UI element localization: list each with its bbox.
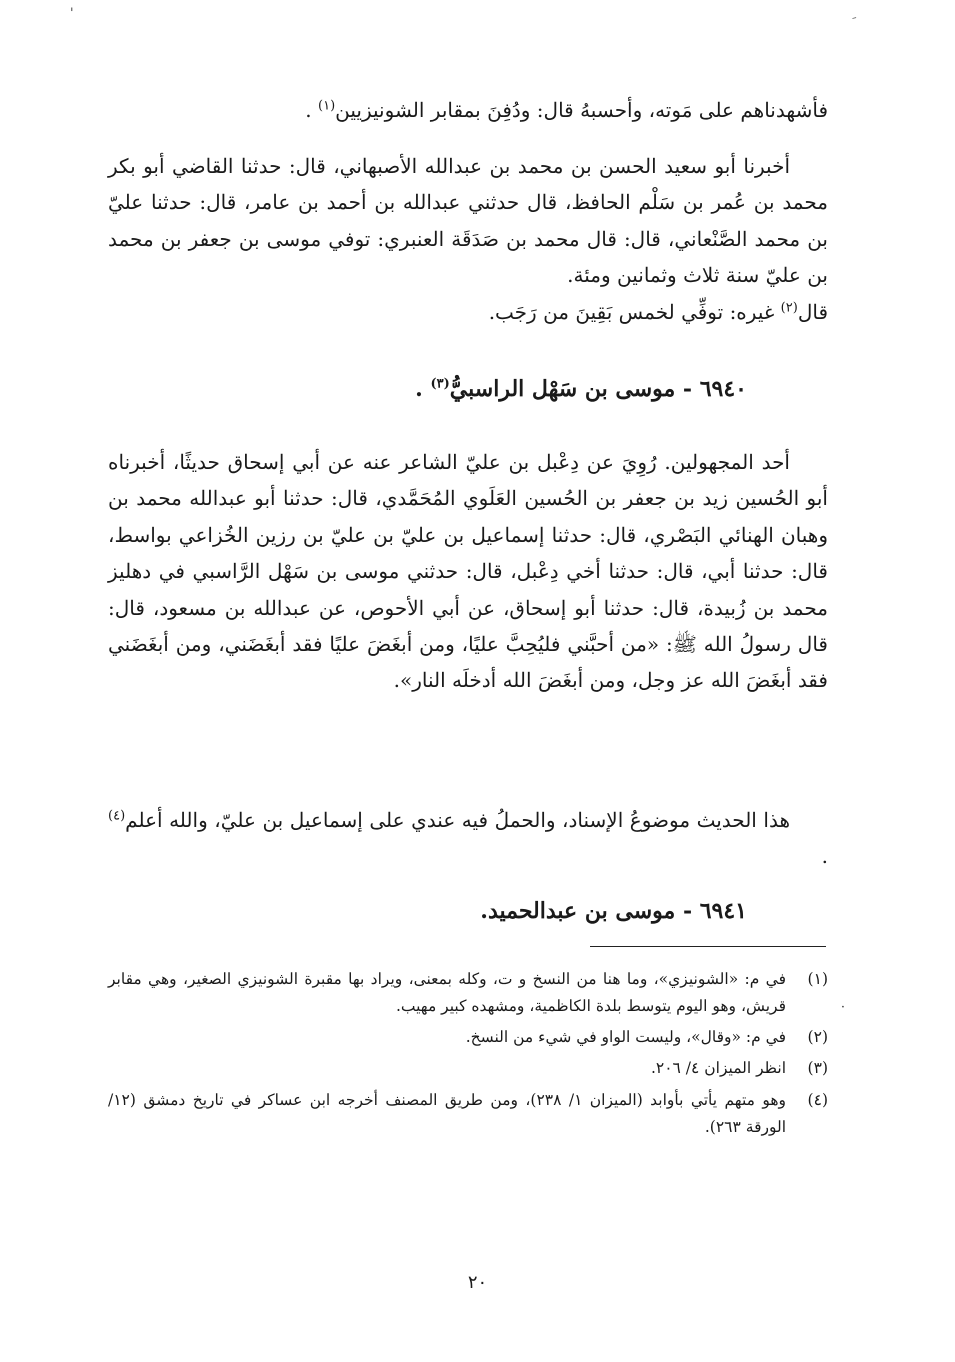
footnote-ref-3: (٣) (430, 376, 450, 392)
footnote-text: في م: «الشونيزي»، وما هنا من النسخ و ت، وكله بمعنى، ويراد بها مقبرة الشونيزي الصغير، وهي مقابر قريش، وهو اليوم يتوسط بلدة الكاظمية، ومشهده كبير مهيب. (108, 970, 786, 1016)
paragraph-death-report (108, 148, 828, 330)
footnote-ref-4: (٤) (108, 808, 126, 824)
entry-6940-narration: أحد المجهولين. رُوِيَ عن دِعْبل بن عليّ الشاعر عنه عن أبي إسحاق حديثًا، أخبرناه أبو الحُسين زيد بن جعفر بن الحُسين العَلَوي المُحَمَّدي، قال: حدثنا أبو عبدالله محمد بن وهبان الهنائي البَصْري، قال: حدثنا إسماعيل بن عليّ بن عليّ بن رزين الخُزاعي بواسط، قال: حدثنا أبي، قال: حدثنا أخي دِعْبل، قال: حدثني موسى بن سَهْل الرَّاسبي في دهليز محمد بن زُبيدة، قال: حدثنا أبو إسحاق، عن أبي الأحوص، عن عبدالله بن مسعود، قال: قال رسولُ الله ﷺ: «من أحبَّني فليُحِبَّ عليًا، ومن أبغَضَ عليًا فقد أبغَضَني، ومن أبغَضَني فقد أبغَضَ الله عز وجل، ومن أبغَضَ الله أدخلَه النار». (108, 450, 828, 693)
paragraph-death-report-text: أخبرنا أبو سعيد الحسن بن محمد بن عبدالله الأصبهاني، قال: حدثنا القاضي أبو بكر محمد بن عُمر بن سَلْم الحافظ، قال حدثني عبدالله بن أحمد بن عامر، قال: حدثنا عليّ بن محمد الصَّنْعاني، قال: قال محمد بن صَدَقَة العنبري: توفي موسى بن جعفر بن محمد بن عليّ سنة ثلاث وثمانين ومئة. (108, 154, 828, 288)
footnote-text: وهو متهم يأتي بأوابد (الميزان ١/ ٢٣٨)، ومن طريق المصنف أخرجه ابن عساكر في تاريخ دمشق (١٢/ الورقة ٢٦٣). (108, 1090, 786, 1136)
judgement-text: هذا الحديث موضوعُ الإسناد، والحملُ فيه عندي على إسماعيل بن عليّ، والله أعلم (125, 808, 790, 832)
entry-title: ٦٩٤٠ - موسى بن سَهْل الراسبيُّ (449, 376, 747, 402)
footnotes (108, 966, 828, 1145)
continuation-text: فأشهدناهم على مَوته، وأحسبهُ قال: ودُفِنَ بمقابر الشونيزيين (335, 98, 828, 122)
footnote-separator (590, 946, 826, 947)
footnote-text: في م: «وقال»، وليست الواو في شيء من النسخ. (465, 1028, 786, 1047)
qal-word: قال (797, 299, 828, 324)
page-number: ٢٠ (467, 1272, 488, 1293)
continuation-end: . (305, 98, 319, 122)
margin-mark-mid-right: · (840, 1000, 845, 1015)
footnote-ref-2: (٢) (780, 299, 798, 315)
footnote-4 (108, 1087, 828, 1141)
footnote-2 (108, 1024, 828, 1051)
entry-6940-judgement (108, 802, 828, 875)
paragraph-death-report-tail: غيره: توفِّي لخمس بَقِينَ من رَجَب. (488, 299, 781, 324)
judgement-end: . (821, 844, 828, 869)
footnote-number: (٣) (807, 1059, 828, 1078)
entry-heading-6940 (415, 376, 747, 402)
entry-heading-6941: ٦٩٤١ - موسى بن عبدالحميد. (480, 898, 747, 924)
entry-6940-body (108, 444, 828, 699)
footnote-number: (٢) (807, 1028, 828, 1047)
footnote-ref-1: (١) (318, 98, 336, 114)
footnote-1 (108, 966, 828, 1020)
entry-title-end: . (415, 376, 431, 402)
footnote-3 (108, 1055, 828, 1082)
footnote-number: (٤) (807, 1090, 828, 1109)
footnote-text: انظر الميزان ٤/ ٢٠٦. (650, 1059, 786, 1078)
continuation-line (108, 92, 828, 128)
margin-mark-top-left: ' (70, 6, 74, 21)
footnote-number: (١) (807, 970, 828, 988)
